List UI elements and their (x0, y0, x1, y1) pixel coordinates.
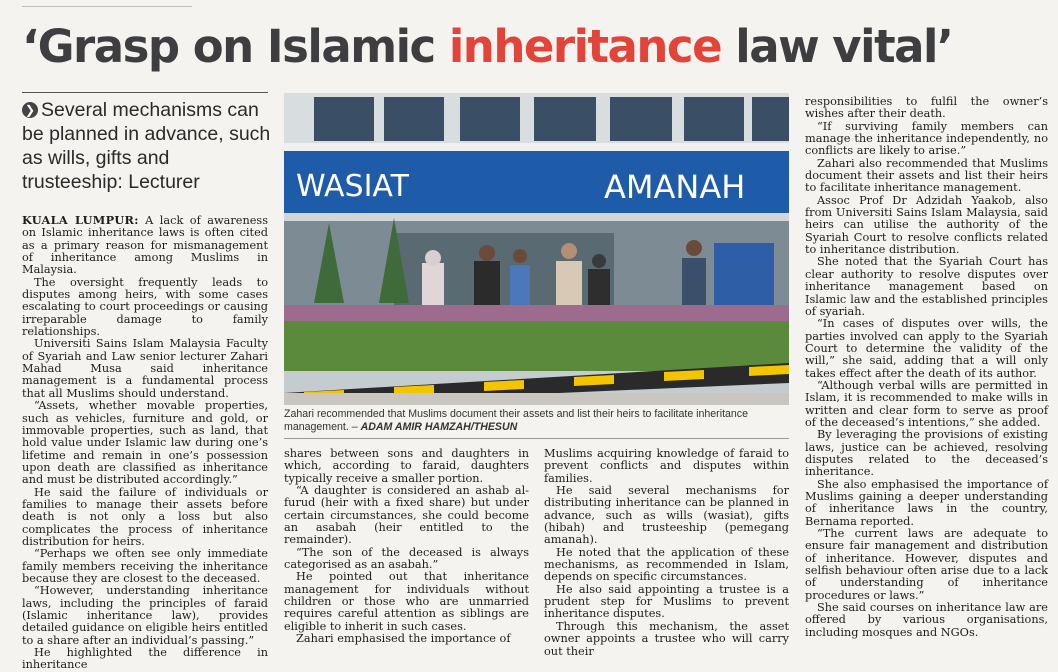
article-paragraph: “The current laws are adequate to ensure fair management and distribution of inheritance. However, disputes and selfish behaviour often arise due to a lack of understanding of inheritance procedures or laws.” (805, 527, 1048, 602)
article-column-3 (544, 447, 789, 658)
article-paragraph: “If surviving family members can manage the inheritance independently, no conflicts are likely to arise.” (805, 119, 1048, 158)
standfirst (22, 98, 272, 194)
article-paragraph: He pointed out that inheritance management for individuals without children or those who are unmarried requires careful attention as siblings are eligible to inherit in such cases. (284, 570, 529, 633)
article-paragraph: “Although verbal wills are permitted in Islam, it is recommended to make wills in written and clear form to serve as proof of the deceased’s intentions,” she added. (805, 378, 1048, 429)
article-paragraph: “The son of the deceased is always categorised as an asabah.” (284, 545, 529, 572)
article-paragraph: Universiti Sains Islam Malaysia Faculty of Syariah and Law senior lecturer Zahari Mahad Musa said inheritance management is a fundamental process that all Muslims should understand. (22, 337, 268, 400)
top-rule (22, 6, 192, 7)
article-paragraph: “However, understanding inheritance laws, including the principles of faraid (Islamic inheritance law), provides detailed guidance on eligible heirs entitled to a share after an individual’s passing.” (22, 584, 268, 647)
article-paragraph: “Perhaps we often see only immediate family members receiving the inheritance because they are closest to the deceased. (22, 547, 268, 585)
article-paragraph: KUALA LUMPUR: A lack of awareness on Islamic inheritance laws is often cited as a primary reason for mismanagement of inheritance among Muslims in Malaysia. (22, 213, 268, 277)
sign-amanah: AMANAH (604, 168, 746, 206)
article-column-1 (22, 213, 268, 672)
article-paragraph: By leveraging the provisions of existing laws, justice can be achieved, resolving disputes related to the deceased’s inheritance. (805, 428, 1048, 479)
article-paragraph: shares between sons and daughters in which, according to faraid, daughters typically receive a smaller portion. (284, 447, 529, 485)
article-paragraph: She noted that the Syariah Court has clear authority to resolve disputes over inheritance management based on Islamic law and the established principles of syariah. (805, 255, 1048, 318)
headline-highlight: inheritance (448, 20, 722, 73)
article-paragraph: He said several mechanisms for distributing inheritance can be planned in advance, such as wills (wasiat), gifts (hibah) and trusteeship (pemegang amanah). (544, 484, 789, 547)
photo-caption (284, 408, 789, 433)
article-paragraph: He noted that the application of these mechanisms, as recommended in Islam, depends on specific circumstances. (544, 545, 789, 584)
article-column-2 (284, 447, 529, 646)
headline-part2: law vital’ (721, 20, 953, 73)
article-photo (284, 93, 789, 405)
article-paragraph: “Assets, whether movable properties, such as vehicles, furniture and gold, or immovable properties, such as land, that hold value under Islamic law during one’s lifetime and remain in one’s possession upon death are classified as inheritance and must be distributed accordingly.” (22, 399, 268, 487)
article-paragraph: “A daughter is considered an ashab al-furud (heir with a fixed share) but under certain circumstances, she could become an asabah (heir entitled to the remainder). (284, 484, 529, 547)
standfirst-rule (22, 92, 268, 93)
article-column-4 (805, 96, 1048, 641)
photo-credit: ADAM AMIR HAMZAH/THESUN (360, 420, 518, 433)
article-paragraph: Through this mechanism, the asset owner appoints a trustee who will carry out their (544, 619, 789, 658)
chevron-right-icon: ❯ (22, 102, 38, 118)
article-paragraph: She also emphasised the importance of Muslims gaining a deeper understanding of inheritance laws in the country, Bernama reported. (805, 477, 1048, 528)
article-paragraph: The oversight frequently leads to disputes among heirs, with some cases escalating to court proceedings or causing irreparable damage to family relationships. (22, 275, 268, 339)
article-paragraph: Muslims acquiring knowledge of faraid to prevent conflicts and disputes within families. (544, 447, 789, 485)
caption-rule (284, 438, 789, 439)
headline-part1: ‘Grasp on Islamic (22, 20, 449, 73)
standfirst-text: Several mechanisms can be planned in advance, such as wills, gifts and trusteeship: Lecturer (22, 99, 271, 193)
headline (22, 12, 1042, 82)
article-paragraph: Assoc Prof Dr Adzidah Yaakob, also from Universiti Sains Islam Malaysia, said heirs can utilise the authority of the Syariah Court to resolve conflicts related to inheritance distribution. (805, 193, 1048, 257)
article-paragraph: He said the failure of individuals or families to manage their assets before death is not only a loss but also complicates the process of inheritance distribution for heirs. (22, 485, 268, 548)
article-paragraph: He also said appointing a trustee is a prudent step for Muslims to prevent inheritance disputes. (544, 582, 789, 621)
dateline: KUALA LUMPUR: (22, 213, 139, 227)
sign-wasiat: WASIAT (296, 169, 409, 204)
article-paragraph: responsibilities to fulfil the owner’s wishes after their death. (805, 95, 1048, 121)
article-paragraph: Zahari also recommended that Muslims document their assets and list their heirs to facilitate inheritance management. (805, 156, 1048, 195)
article-paragraph: Zahari emphasised the importance of (296, 632, 511, 646)
photo-illustration (284, 93, 789, 405)
article-paragraph: “In cases of disputes over wills, the parties involved can apply to the Syariah Court to determine the validity of the will,” she said, adding that a will only takes effect after the death of its author. (805, 317, 1048, 380)
article-paragraph: He highlighted the difference in inheritance (22, 646, 268, 672)
caption-text: Zahari recommended that Muslims document their assets and list their heirs to facilitate inheritance management. – (284, 408, 748, 433)
article-paragraph: She said courses on inheritance law are offered by various organisations, including mosques and NGOs. (805, 601, 1048, 639)
